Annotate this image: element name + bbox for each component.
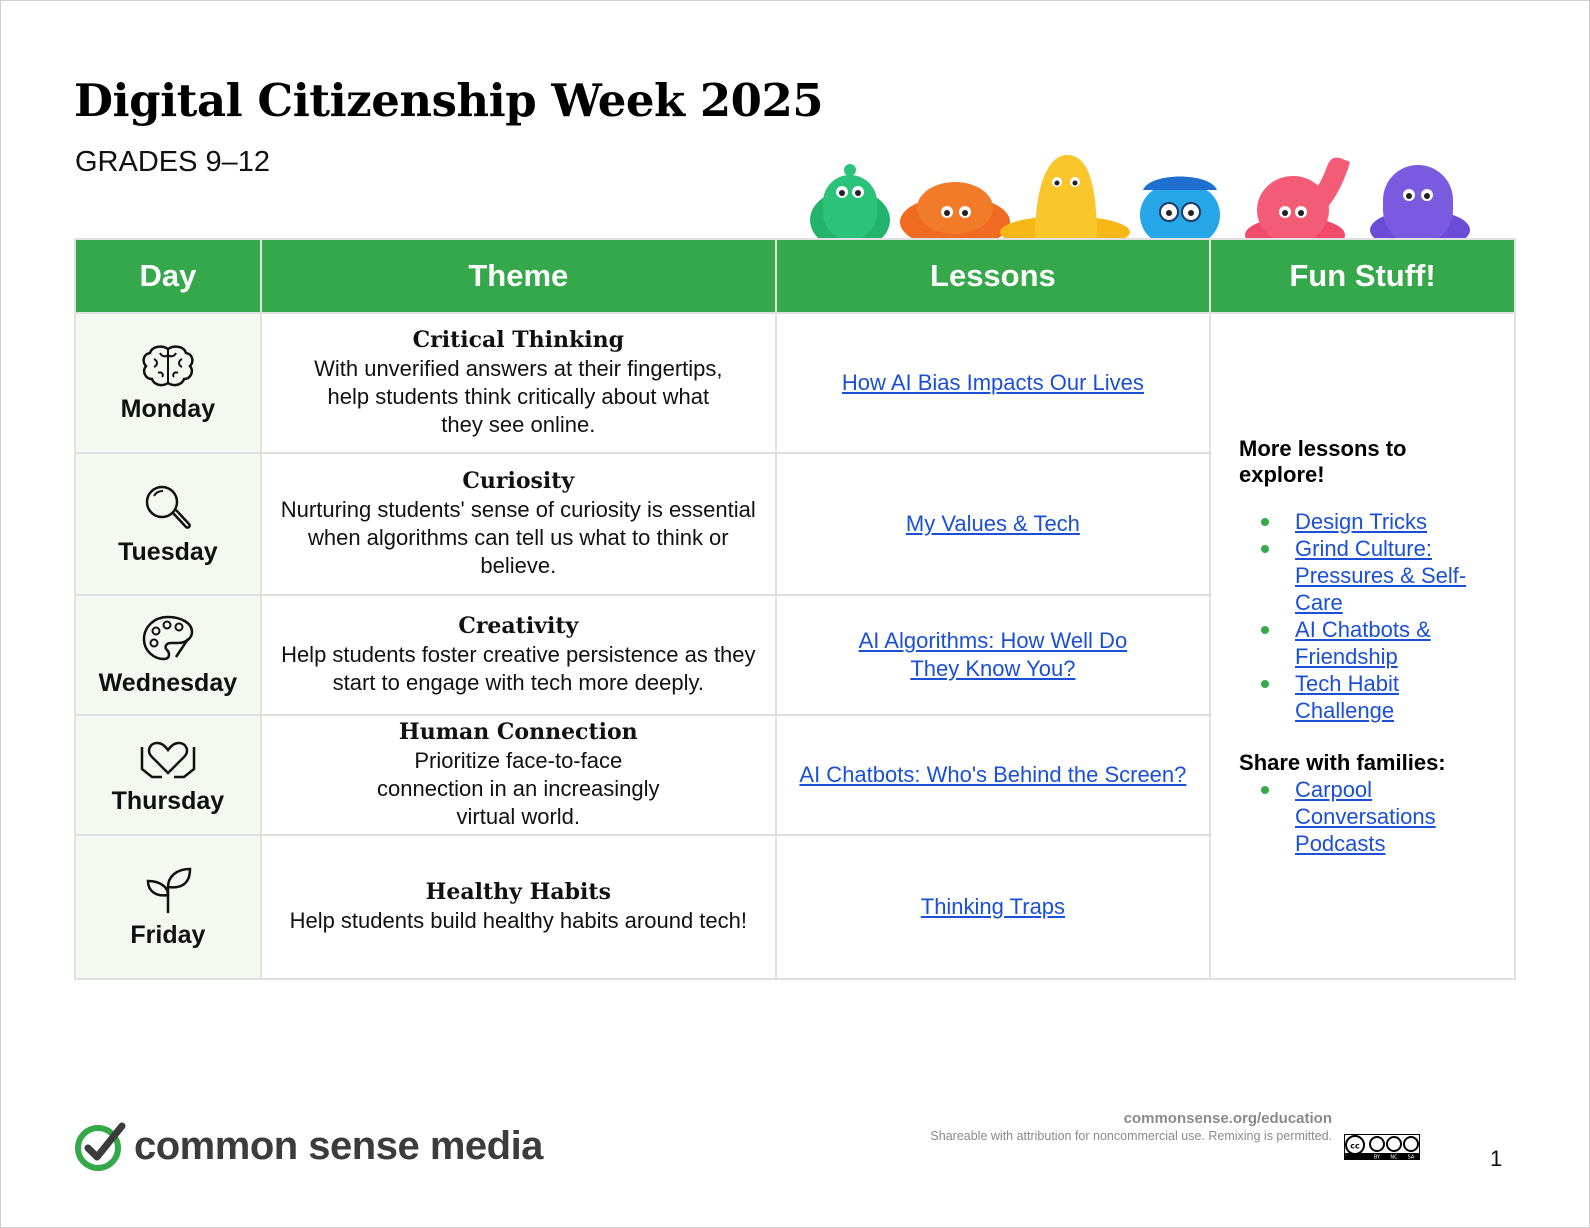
- lesson-cell: [776, 715, 1210, 835]
- license-sa: SA: [1407, 1154, 1415, 1160]
- list-item: [1267, 535, 1486, 616]
- column-header-theme: Theme: [261, 239, 776, 313]
- lesson-cell: [776, 313, 1210, 453]
- theme-description: With unverified answers at their fingertips, help students think critically about what they see online.: [314, 356, 723, 437]
- day-cell: [75, 595, 261, 715]
- list-item: [1267, 508, 1486, 535]
- theme-description: Help students build healthy habits around tech!: [289, 908, 747, 933]
- families-link-carpool-podcasts[interactable]: Carpool Conversations Podcasts: [1295, 776, 1436, 856]
- column-header-day: Day: [75, 239, 261, 313]
- day-label: Wednesday: [98, 668, 238, 697]
- theme-description: Prioritize face-to-face connection in an increasingly virtual world.: [377, 748, 660, 829]
- grade-level: GRADES 9–12: [75, 146, 271, 178]
- list-item: [1267, 776, 1486, 857]
- explore-link-grind-culture[interactable]: Grind Culture: Pressures & Self-Care: [1295, 535, 1467, 615]
- explore-list: [1239, 508, 1486, 724]
- lesson-cell: [776, 453, 1210, 595]
- green-monster-illustration: [810, 164, 890, 240]
- theme-title: Creativity: [458, 613, 579, 639]
- lesson-cell: [776, 835, 1210, 979]
- day-cell: [75, 715, 261, 835]
- yellow-monster-illustration: [1000, 155, 1130, 240]
- checkmark-logo-icon: [74, 1120, 126, 1172]
- orange-monster-illustration: [900, 182, 1010, 240]
- license-by: BY: [1373, 1154, 1381, 1160]
- explore-heading: More lessons to explore!: [1239, 435, 1407, 487]
- theme-cell: [261, 313, 776, 453]
- families-list: [1239, 776, 1486, 857]
- lesson-link[interactable]: AI Chatbots: Who's Behind the Screen?: [799, 762, 1187, 787]
- table-header-row: [75, 239, 1515, 313]
- brain-icon: [140, 343, 196, 389]
- explore-link-design-tricks[interactable]: Design Tricks: [1295, 508, 1428, 534]
- theme-cell: [261, 715, 776, 835]
- day-label: Friday: [130, 920, 206, 949]
- theme-title: Human Connection: [398, 719, 638, 745]
- page-title: Digital Citizenship Week 2025: [74, 74, 824, 127]
- sprout-icon: [140, 865, 196, 915]
- theme-description: Nurturing students' sense of curiosity is essential when algorithms can tell us what to think or believe.: [280, 497, 756, 578]
- day-label: Thursday: [111, 786, 225, 815]
- day-label: Tuesday: [118, 537, 218, 566]
- page-number: 1: [1490, 1146, 1503, 1171]
- lesson-link[interactable]: How AI Bias Impacts Our Lives: [841, 370, 1144, 395]
- lesson-link[interactable]: My Values & Tech: [905, 511, 1080, 536]
- palette-icon: [140, 613, 196, 663]
- theme-cell: [261, 835, 776, 979]
- column-header-lessons: Lessons: [776, 239, 1210, 313]
- footer-url[interactable]: commonsense.org/education: [1123, 1110, 1332, 1127]
- day-cell: [75, 835, 261, 979]
- purple-monster-illustration: [1370, 165, 1470, 240]
- list-item: [1267, 670, 1486, 724]
- footer-attribution: [930, 1110, 1332, 1143]
- theme-cell: [261, 595, 776, 715]
- creative-commons-license-icon: [1344, 1134, 1420, 1160]
- lesson-cell: [776, 595, 1210, 715]
- column-header-fun-stuff: Fun Stuff!: [1210, 239, 1515, 313]
- table-row: [75, 313, 1515, 453]
- list-item: [1267, 616, 1486, 670]
- day-cell: [75, 453, 261, 595]
- logo-text: common sense media: [134, 1123, 543, 1168]
- fun-stuff-cell: [1210, 313, 1515, 979]
- pink-monster-illustration: [1245, 158, 1350, 240]
- svg-text:cc: cc: [1350, 1141, 1360, 1151]
- schedule-table: [74, 238, 1516, 980]
- heart-hands-icon: [138, 735, 198, 781]
- day-label: Monday: [120, 394, 216, 423]
- theme-description: Help students foster creative persistence as they start to engage with tech more deeply.: [281, 642, 756, 695]
- magnifier-icon: [140, 482, 196, 532]
- theme-cell: [261, 453, 776, 595]
- footer-license-note: Shareable with attribution for noncommercial use. Remixing is permitted.: [930, 1129, 1332, 1143]
- theme-title: Healthy Habits: [425, 879, 611, 905]
- explore-link-tech-habit-challenge[interactable]: Tech Habit Challenge: [1295, 670, 1399, 723]
- monster-characters-illustration: [805, 150, 1485, 240]
- day-cell: [75, 313, 261, 453]
- theme-title: Critical Thinking: [412, 327, 624, 353]
- explore-link-ai-chatbots-friendship[interactable]: AI Chatbots & Friendship: [1295, 616, 1431, 669]
- license-nc: NC: [1390, 1154, 1398, 1160]
- blue-monster-illustration: [1140, 177, 1220, 241]
- theme-title: Curiosity: [462, 468, 575, 494]
- lesson-link[interactable]: AI Algorithms: How Well Do They Know You?: [858, 628, 1128, 681]
- common-sense-media-logo[interactable]: [74, 1120, 543, 1172]
- families-heading: Share with families:: [1239, 749, 1446, 775]
- lesson-link[interactable]: Thinking Traps: [920, 894, 1066, 919]
